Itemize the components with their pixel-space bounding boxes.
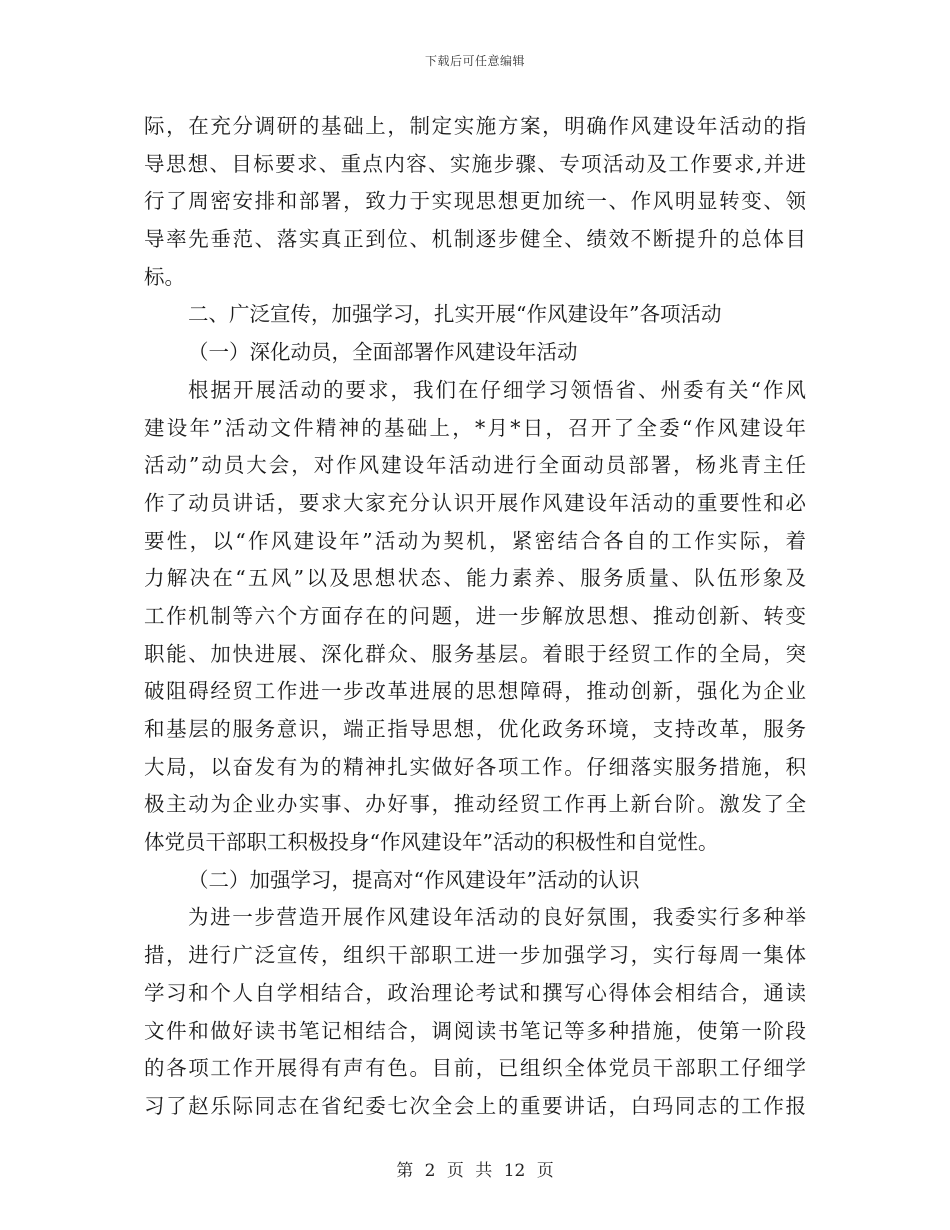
- text-line: 和基层的服务意识，端正指导思想，优化政务环境，支持改革，服务: [144, 717, 806, 741]
- text-line: （一）深化动员，全面部署作风建设年活动: [188, 340, 578, 365]
- text-line: 活动”动员大会，对作风建设年活动进行全面动员部署，杨兆青主任: [144, 453, 806, 478]
- text-line: 行了周密安排和部署，致力于实现思想更加统一、作风明显转变、领: [144, 189, 806, 214]
- text-line: 措，进行广泛宣传，组织干部职工进一步加强学习，实行每周一集体: [144, 943, 806, 968]
- text-line: 标。: [144, 264, 185, 289]
- text-line: 极主动为企业办实事、办好事，推动经贸工作再上新台阶。激发了全: [144, 792, 806, 817]
- text-line: 文件和做好读书笔记相结合，调阅读书笔记等多种措施，使第一阶段: [144, 1018, 806, 1043]
- text-line: 际，在充分调研的基础上，制定实施方案，明确作风建设年活动的指: [144, 114, 806, 138]
- text-line: 工作机制等六个方面存在的问题，进一步解放思想、推动创新、转变: [144, 603, 806, 628]
- text-line: 体党员干部职工积极投身“作风建设年”活动的积极性和自觉性。: [144, 830, 719, 855]
- text-line: 职能、加快进展、深化群众、服务基层。着眼于经贸工作的全局，突: [144, 641, 806, 666]
- text-line: 习了赵乐际同志在省纪委七次全会上的重要讲话，白玛同志的工作报: [144, 1093, 806, 1118]
- text-line: 根据开展活动的要求，我们在仔细学习领悟省、州委有关“作风: [188, 377, 806, 402]
- text-line: 导率先垂范、落实真正到位、机制逐步健全、绩效不断提升的总体目: [144, 227, 806, 252]
- text-line: 导思想、目标要求、重点内容、实施步骤、专项活动及工作要求,并进: [144, 151, 806, 176]
- text-line: 大局，以奋发有为的精神扎实做好各项工作。仔细落实服务措施，积: [144, 754, 806, 779]
- text-line: 建设年”活动文件精神的基础上，*月*日，召开了全委“作风建设年: [144, 415, 806, 440]
- page-header: 下载后可任意编辑: [424, 54, 525, 68]
- text-line: 学习和个人自学相结合，政治理论考试和撰写心得体会相结合，通读: [144, 980, 806, 1005]
- text-line: 力解决在“五风”以及思想状态、能力素养、服务质量、队伍形象及: [144, 566, 806, 591]
- text-line: 破阻碍经贸工作进一步改革进展的思想障碍，推动创新，强化为企业: [144, 679, 806, 704]
- text-line: 为进一步营造开展作风建设年活动的良好氛围，我委实行多种举: [188, 905, 806, 930]
- text-line: 二、广泛宣传，加强学习，扎实开展“作风建设年”各项活动: [188, 302, 722, 327]
- body-text: [144, 108, 806, 1126]
- text-line: 作了动员讲话，要求大家充分认识开展作风建设年活动的重要性和必: [144, 490, 806, 515]
- page-footer: 第 2 页 共 12 页: [396, 1161, 554, 1181]
- text-line: （二）加强学习，提高对“作风建设年”活动的认识: [188, 867, 640, 892]
- text-line: 的各项工作开展得有声有色。目前，已组织全体党员干部职工仔细学: [144, 1056, 806, 1081]
- text-line: 要性，以“作风建设年”活动为契机，紧密结合各自的工作实际，着: [144, 528, 806, 553]
